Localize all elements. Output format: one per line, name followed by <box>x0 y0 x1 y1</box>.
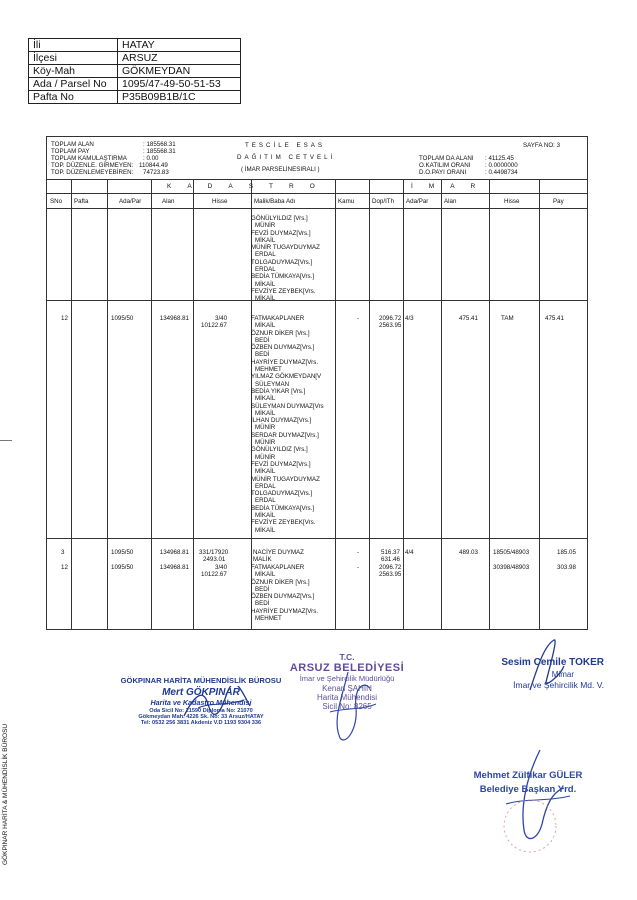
cell-public: - <box>357 564 360 571</box>
cell-dop: 516.37 <box>381 549 400 556</box>
stamp-directorate: İmar ve Şehircilik Müdürlüğü <box>299 674 395 683</box>
parcel-info-table <box>28 38 241 104</box>
owner-name: BEDİA TÜMKAYA[Vrs.] <box>251 504 315 512</box>
stamp-engineer-name: Mert GÖKPINAR <box>162 687 240 698</box>
column-divider <box>107 179 108 629</box>
owner-name: YILMAZ GÖKMEYDAN[V <box>251 373 322 381</box>
cell-public: - <box>357 549 360 556</box>
section-band <box>47 179 587 194</box>
info-row <box>29 65 241 78</box>
cell-area: 134968.81 <box>159 564 189 571</box>
cell-ada-parsel: 1095/50 <box>111 315 134 322</box>
owner-name: MÜNİR TUGAYDUYMAZ <box>251 475 320 483</box>
architect-signature <box>520 636 570 696</box>
column-divider <box>193 179 194 629</box>
imar-label: İMAR <box>411 183 492 190</box>
cell-area: 134968.81 <box>159 549 189 556</box>
owner-name: GÖNÜLYILDIZ [Vrs.] <box>251 215 308 222</box>
cell-ada-parsel: 1095/50 <box>111 549 134 556</box>
column-header: Hisse <box>212 198 228 205</box>
column-header: Hisse <box>504 198 520 205</box>
owner-father: ERDAL <box>255 266 276 274</box>
cell-zoning-share: 18505/48903 <box>493 549 530 556</box>
owner-name: BEDİA YIKAR [Vrs.] <box>251 387 306 395</box>
column-header: Alan <box>162 198 175 205</box>
cell-share: 3/40 <box>215 564 228 571</box>
stamp-mayor-name: Mehmet Zülfikar GÜLER <box>473 770 583 781</box>
info-value: GÖKMEYDAN <box>118 65 241 78</box>
info-key: İli <box>29 39 118 52</box>
owners-list <box>251 564 318 622</box>
title-registration: TESCİLE ESAS <box>245 142 326 149</box>
stamp-officer-title: Harita Mühendisi <box>316 693 378 702</box>
owner-father: BEDİ <box>255 585 270 593</box>
cell-dop-2: 2563.95 <box>379 571 402 578</box>
info-key: Pafta No <box>29 91 118 104</box>
info-row <box>29 91 241 104</box>
owner-father: MEHMET <box>255 615 282 623</box>
info-row <box>29 52 241 65</box>
owner-name: FEVZİ DUYMAZ[Vrs.] <box>251 460 311 468</box>
owner-name: FEVZİ DUYMAZ[Vrs.] <box>251 229 311 237</box>
share-ratio-label: D.O.PAYI ORANI <box>419 169 467 176</box>
cell-zoning-pay: 475.41 <box>545 315 564 322</box>
cell-zoning-share: TAM <box>501 315 514 322</box>
stamp-engineer-title: Harita ve Kadastro Mühendisi <box>150 698 252 707</box>
owners-list <box>251 315 324 534</box>
cell-zoning-area: 475.41 <box>459 315 478 322</box>
cell-zoning-parcel: 4/3 <box>405 315 414 322</box>
owner-father: MİKAİL <box>255 322 276 330</box>
officer-signature <box>318 668 388 746</box>
cell-sno: 12 <box>61 315 68 322</box>
cell-ada-parsel: 1095/50 <box>111 564 134 571</box>
info-key: Ada / Parsel No <box>29 78 118 91</box>
stamp-officer: Kenan ŞAHİN <box>322 684 372 693</box>
stamp-officer-registry: Sicil No: 8265 <box>322 702 372 711</box>
cell-dop-2: 2563.95 <box>379 322 402 329</box>
stamp-address: Gökmeydan Mah. 4226 Sk. No: 33 Arsuz/HATAY <box>138 714 264 720</box>
owner-father: ERDAL <box>255 497 276 505</box>
owners-continued <box>251 215 320 303</box>
cell-dop: 2096.72 <box>379 564 402 571</box>
not-included-value: 110844.49 <box>139 162 168 169</box>
column-header: Alan <box>444 198 457 205</box>
cell-dop: 2096.72 <box>379 315 402 322</box>
kadastro-label: KADASTRO <box>167 183 331 190</box>
column-header: Ada/Par <box>406 198 429 205</box>
total-area-value: : 185568.31 <box>143 141 176 148</box>
owner-name: HAYRİYE DUYMAZ[Vrs. <box>251 607 319 615</box>
owner-father: MİKAİL <box>255 468 276 476</box>
column-header: SNo <box>50 198 63 205</box>
cell-zoning-pay: 185.05 <box>557 549 576 556</box>
owner-name: ÖZNUR DİKER [Vrs.] <box>251 329 310 337</box>
title-order: ( İMAR PARSELİNESIRALI ) <box>241 166 320 173</box>
owner-father: ERDAL <box>255 482 276 490</box>
owner-father: BEDİ <box>255 600 270 608</box>
owner-father: BEDİ <box>255 351 270 359</box>
column-divider <box>71 179 72 629</box>
column-divider <box>369 179 370 629</box>
cell-share: 3/40 <box>215 315 228 322</box>
column-divider <box>335 179 336 629</box>
stamp-office-name: GÖKPINAR HARİTA MÜHENDİSLİK BÜROSU <box>120 676 282 685</box>
cell-owner: NACİYE DUYMAZ <box>253 549 304 556</box>
owner-name: TOLGADUYMAZ[Vrs.] <box>251 258 313 266</box>
participation-label: O.KATILIM ORANI <box>419 162 471 169</box>
info-value: P35B09B1B/1C <box>118 91 241 104</box>
owner-name: FEVZİYE ZEYBEK[Vrs. <box>251 519 316 527</box>
cell-sno: 3 <box>61 549 65 556</box>
side-office-text: GÖKPINAR HARİTA & MÜHENDİSLİK BÜROSU <box>2 723 9 865</box>
total-share-label: TOPLAM PAY <box>51 148 90 155</box>
owner-name: FEVZİYE ZEYBEK[Vrs. <box>251 287 316 295</box>
owner-father: MEHMET <box>255 366 282 374</box>
owner-father: MÜNİR <box>255 453 276 461</box>
stamp-municipality: ARSUZ BELEDİYESİ <box>289 662 405 674</box>
owner-father: ERDAL <box>255 251 276 259</box>
owner-name: HAYRİYE DUYMAZ[Vrs. <box>251 358 319 366</box>
total-area-label: TOPLAM ALAN <box>51 141 94 148</box>
stamp-architect-name: Sesim Cemile TOKER <box>501 657 604 668</box>
column-header: Ada/Par <box>119 198 142 205</box>
engineer-signature <box>178 686 258 726</box>
cell-share: 331/17920 <box>199 549 229 556</box>
stamp-architect-dept: İmar ve Şehircilik Md. V. <box>513 680 604 690</box>
owner-father: BEDİ <box>255 336 270 344</box>
owner-name: MÜNİR TUGAYDUYMAZ <box>251 244 320 252</box>
info-key: Köy-Mah <box>29 65 118 78</box>
owner-name: GÖNÜLYILDIZ [Vrs.] <box>251 446 308 454</box>
total-expropriation-label: TOPLAM KAMULAŞTIRMA <box>51 155 127 162</box>
owner-father: MİKAİL <box>255 526 276 534</box>
owner-father: MÜNİR <box>255 439 276 447</box>
owner-name: FATMAKAPLANER <box>251 315 305 322</box>
owner-name: ÖZNUR DİKER [Vrs.] <box>251 578 310 586</box>
owner-father: MİKAİL <box>255 295 276 303</box>
owner-father: MÜNİR <box>255 424 276 432</box>
not-included-label: TOP. DÜZENLE. GİRMEYEN: <box>51 162 134 169</box>
not-regulated-label: TOP. DÜZENLEMEYEBİREN: <box>51 169 134 176</box>
stamp-mayor-title: Belediye Başkan Yrd. <box>479 784 577 795</box>
total-da-value: : 41125.45 <box>485 155 514 162</box>
fold-mark <box>0 440 12 441</box>
owner-father: MİKAİL <box>255 395 276 403</box>
info-value: HATAY <box>118 39 241 52</box>
total-expropriation-value: : 0.00 <box>143 155 159 162</box>
column-divider <box>489 179 490 629</box>
total-da-label: TOPLAM DA ALANI <box>419 155 474 162</box>
cell-dop-2: 631.46 <box>381 556 400 563</box>
share-ratio-value: : 0.4498734 <box>485 169 518 176</box>
cell-public: - <box>357 315 360 322</box>
stamp-architect-title: Mimar <box>551 670 574 679</box>
total-share-value: : 185568.31 <box>143 148 176 155</box>
cell-zoning-area: 489.03 <box>459 549 478 556</box>
stamp-tc: T.C. <box>339 652 355 662</box>
column-divider <box>441 179 442 629</box>
stamp-registry: Oda Sicil No: 21590 Diploma No: 21070 <box>149 708 253 714</box>
column-header: Dop/ITh <box>372 198 395 205</box>
mayor-signature <box>480 744 580 854</box>
column-header: Kamu <box>338 198 355 205</box>
owner-father: SÜLEYMAN <box>255 380 290 388</box>
column-divider <box>403 179 404 629</box>
owner-name: FATMAKAPLANER <box>251 564 305 571</box>
owner-name: SERDAR DUYMAZ[Vrs.] <box>251 431 319 439</box>
cell-zoning-parcel: 4/4 <box>405 549 414 556</box>
cell-zoning-share: 30398/48903 <box>493 564 530 571</box>
owner-name: SÜLEYMAN DUYMAZ[Vrs <box>251 402 324 410</box>
row-separator <box>47 538 587 539</box>
info-key: İlçesi <box>29 52 118 65</box>
column-divider <box>539 179 540 629</box>
info-value: 1095/47-49-50-51-53 <box>118 78 241 91</box>
owner-name: TOLGADUYMAZ[Vrs.] <box>251 490 313 498</box>
owner-name: ÖZBEN DUYMAZ[Vrs.] <box>251 344 315 352</box>
info-row <box>29 39 241 52</box>
cell-share-area: 10122.67 <box>201 322 227 329</box>
cell-zoning-pay: 303.98 <box>557 564 576 571</box>
cell-share-area: 2493.01 <box>203 556 226 563</box>
column-header-row <box>47 194 587 209</box>
cell-owner-father: MALİK <box>253 556 272 563</box>
column-header: Malik/Baba Adı <box>254 198 296 205</box>
column-divider <box>151 179 152 629</box>
owner-father: MİKAİL <box>255 280 276 288</box>
owner-father: MİKAİL <box>255 571 276 579</box>
info-row <box>29 78 241 91</box>
owner-name: BEDİA TÜMKAYA[Vrs.] <box>251 273 315 281</box>
owner-father: MÜNİR <box>255 222 276 230</box>
owner-father: MİKAİL <box>255 236 276 244</box>
page-number: SAYFA NO: 3 <box>523 142 561 149</box>
column-header: Pafta <box>74 198 89 205</box>
owner-father: MİKAİL <box>255 409 276 417</box>
owner-name: İLHAN DUYMAZ[Vrs.] <box>251 417 312 425</box>
owner-father: MİKAİL <box>255 512 276 520</box>
column-header: Pay <box>553 198 564 205</box>
info-value: ARSUZ <box>118 52 241 65</box>
participation-value: : 0.0000000 <box>485 162 518 169</box>
cell-area: 134968.81 <box>159 315 189 322</box>
cell-share-area: 10122.67 <box>201 571 227 578</box>
title-distribution: DAĞITIM CETVELİ <box>237 154 336 161</box>
owner-name: ÖZBEN DUYMAZ[Vrs.] <box>251 593 315 601</box>
table-header <box>47 137 587 180</box>
stamp-phone: Tel: 0532 256 3831 Akdeniz V.D 1193 9304 336 <box>140 720 262 726</box>
not-regulated-value: 74723.83 <box>143 169 169 176</box>
distribution-table <box>46 136 588 630</box>
cell-sno: 12 <box>61 564 68 571</box>
